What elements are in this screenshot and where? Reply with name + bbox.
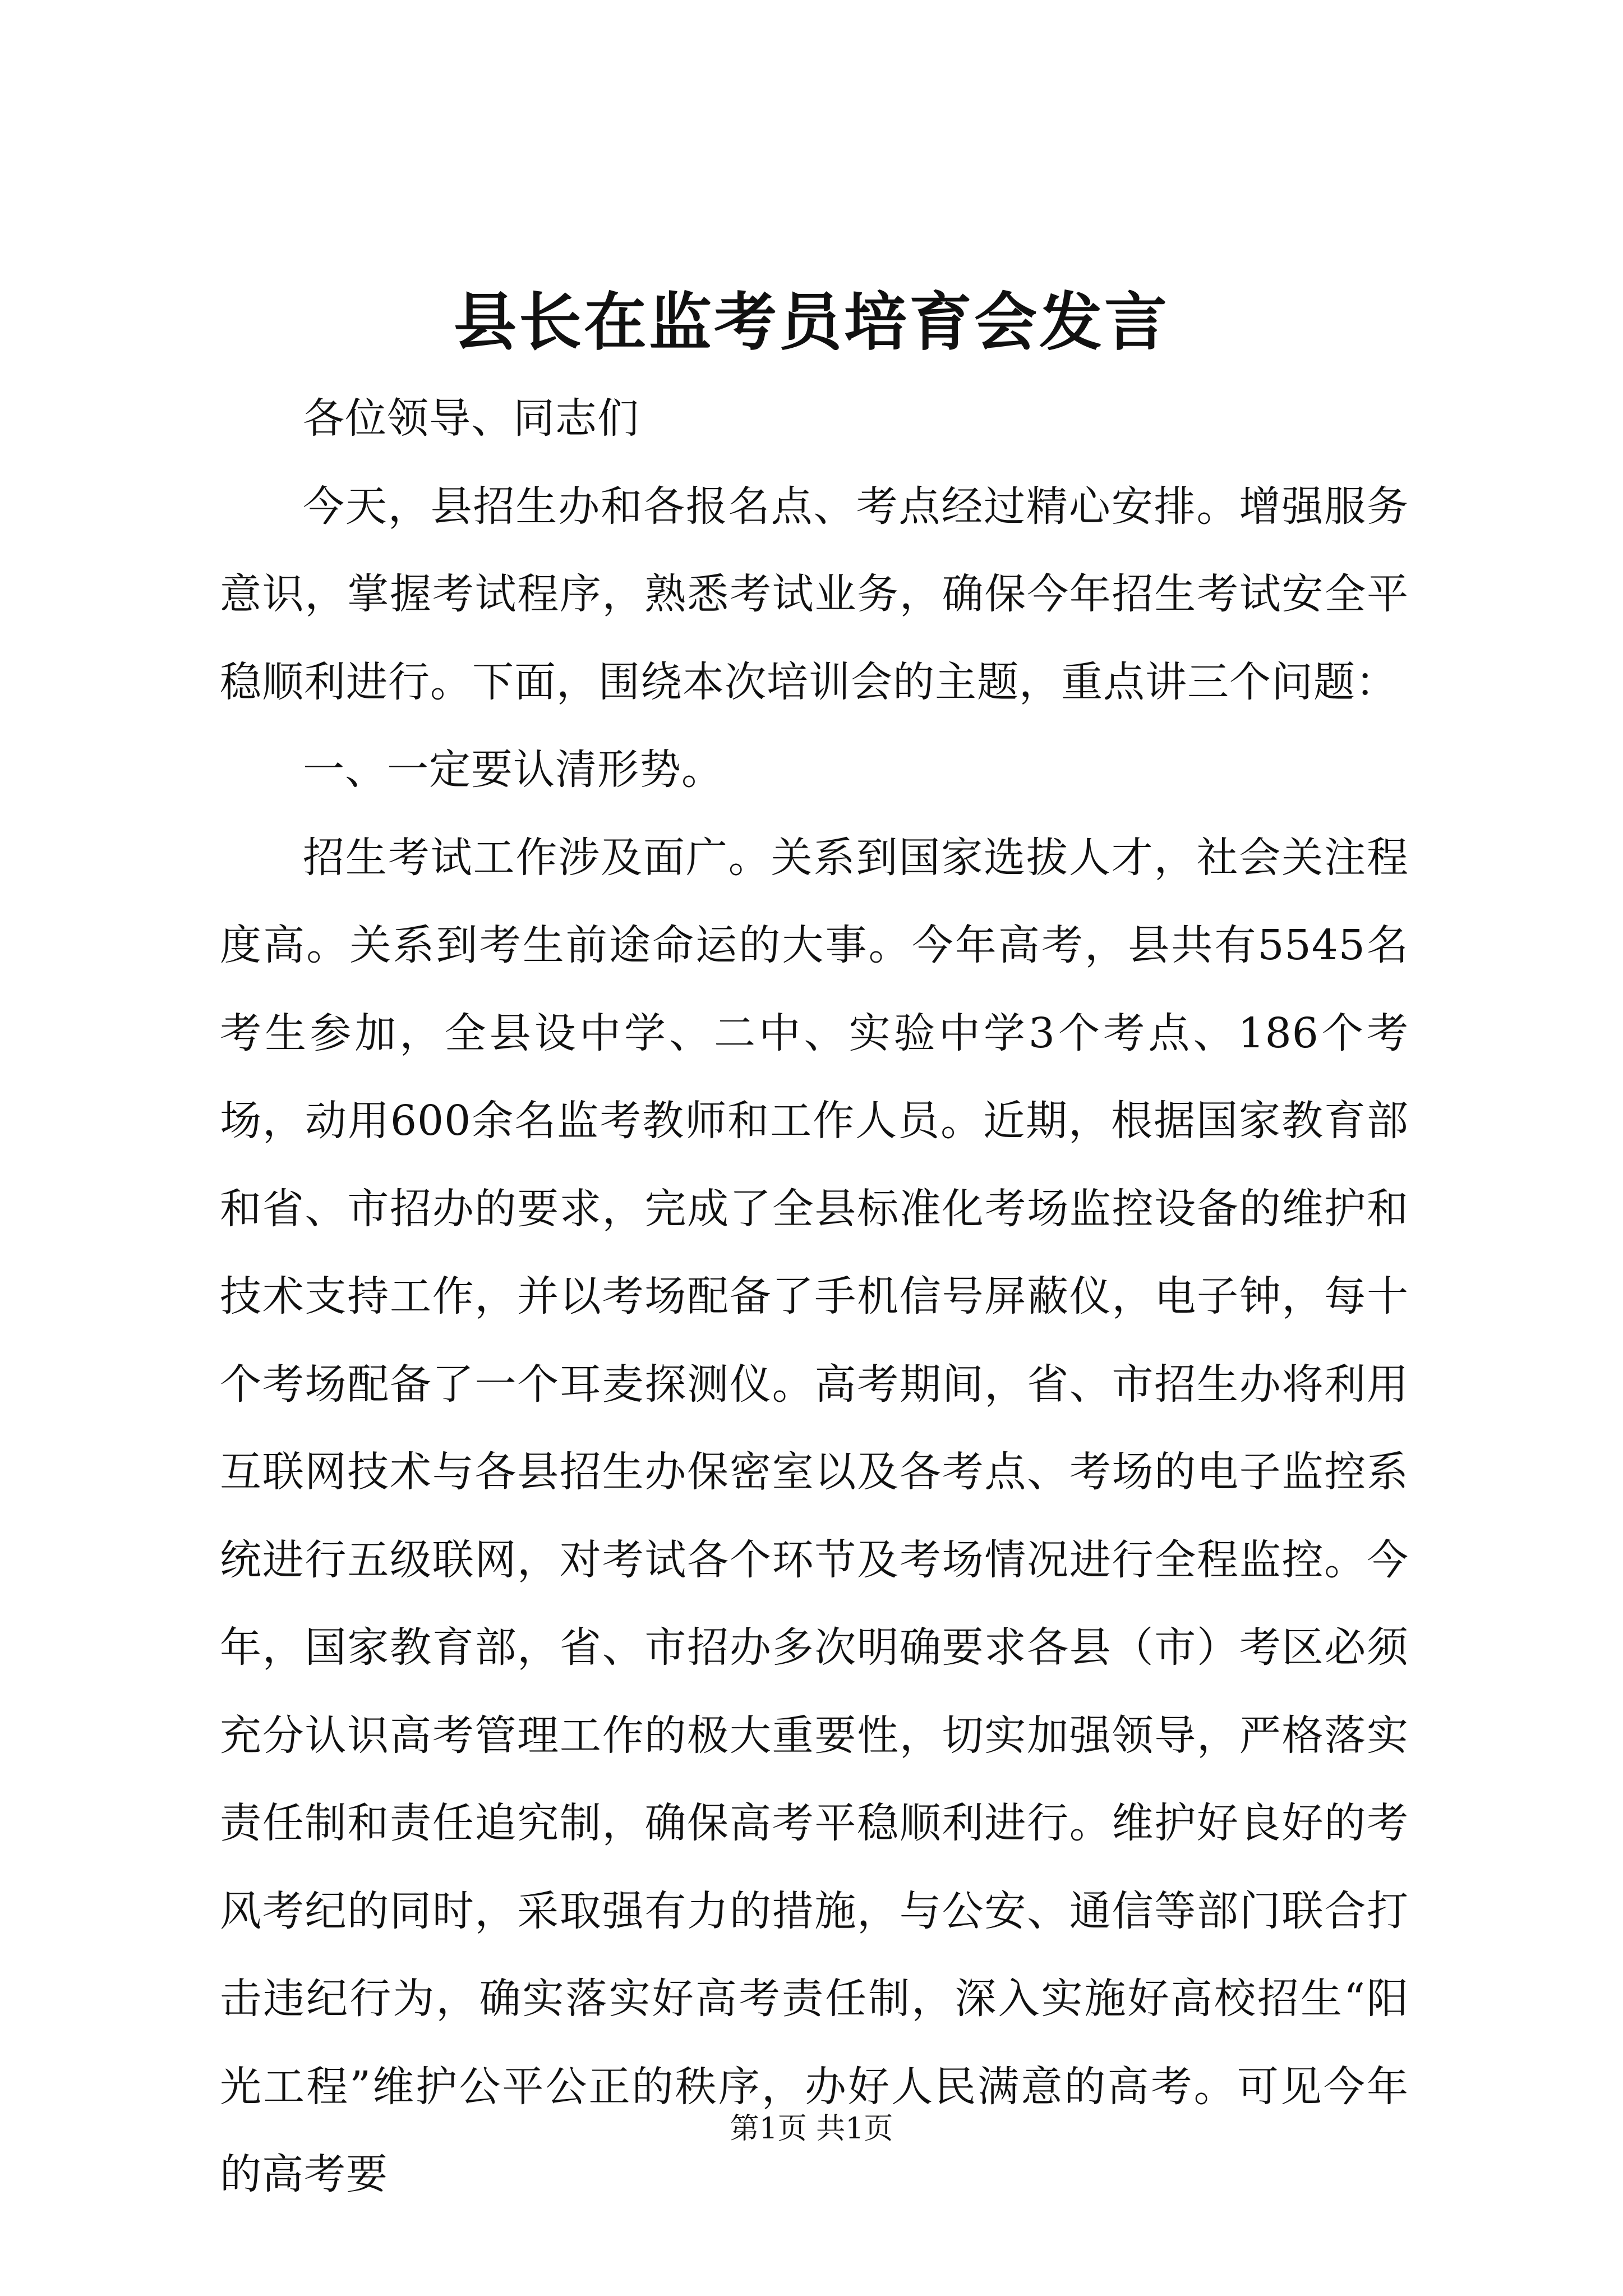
intro-paragraph: 今天，县招生办和各报名点、考点经过精心安排。增强服务意识，掌握考试程序，熟悉考试业务，确保今年招生考试安全平稳顺利进行。下面，围绕本次培训会的主题，重点讲三个问题： <box>220 482 1409 706</box>
body-paragraph: 招生考试工作涉及面广。关系到国家选拔人才，社会关注程度高。关系到考生前途命运的大事。今年高考，县共有5545名考生参加，全县设中学、二中、实验中学3个考点、186个考场，动用600余名监考教师和工作人员。近期，根据国家教育部和省、市招办的要求，完成了全县标准化考场监控设备的维护和技术支持工作，并以考场配备了手机信号屏蔽仪，电子钟，每十个考场配备了一个耳麦探测仪。高考期间，省、市招生办将利用互联网技术与各县招生办保密室以及各考点、考场的电子监控系统进行五级联网，对考试各个环节及考场情况进行全程监控。今年，国家教育部，省、市招办多次明确要求各县（市）考区必须充分认识高考管理工作的极大重要性，切实加强领导，严格落实责任制和责任追究制，确保高考平稳顺利进行。维护好良好的考风考纪的同时，采取强有力的措施，与公安、通信等部门联合打击违纪行为，确实落实好高考责任制，深入实施好高校招生“阳光工程”维护公平公正的秩序，办好人民满意的高考。可见今年的高考要 <box>220 833 1409 2198</box>
document-body <box>220 375 1409 2219</box>
section-heading-1: 一、一定要认清形势。 <box>303 746 723 794</box>
salutation-paragraph: 各位领导、同志们 <box>303 394 639 443</box>
document-title: 县长在监考员培育会发言 <box>454 286 1169 359</box>
page-footer: 第1页 共1页 <box>730 2112 893 2146</box>
